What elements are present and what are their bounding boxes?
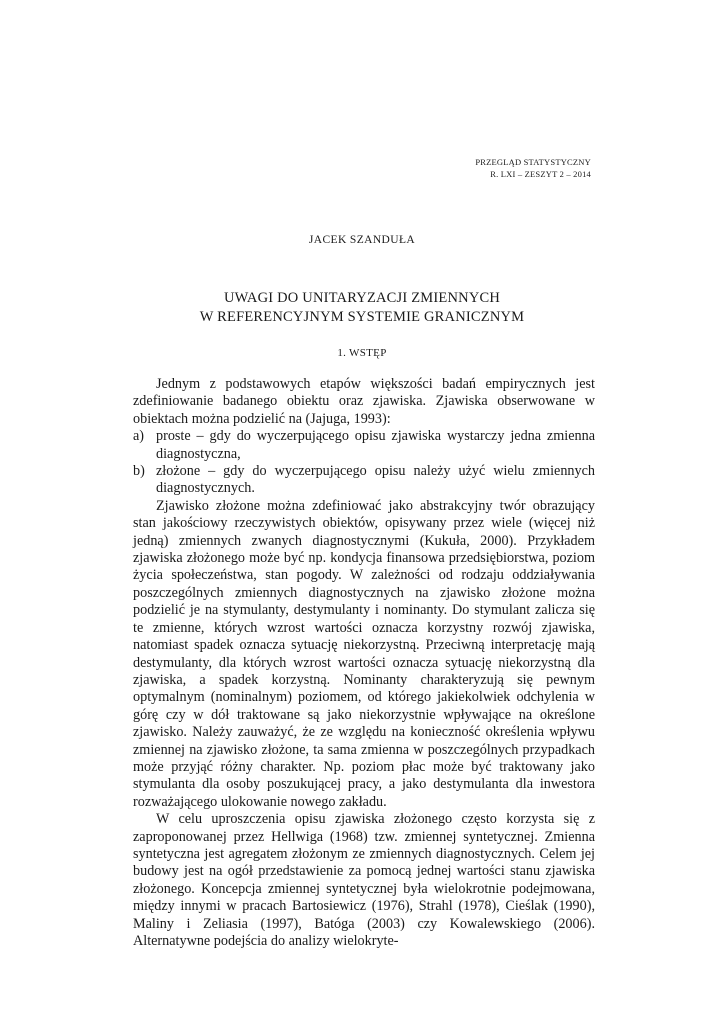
list-item: [133, 463, 595, 498]
list-marker: b): [133, 463, 145, 480]
journal-name: PRZEGLĄD STATYSTYCZNY: [475, 157, 591, 167]
list-item-text: proste – gdy do wyczerpującego opisu zjawiska wystarczy jedna zmienna diagnostyczna,: [156, 428, 595, 462]
list-item: [133, 428, 595, 463]
classification-list: [133, 428, 595, 498]
journal-header: [475, 156, 591, 180]
article-title: [0, 289, 724, 327]
paragraph: W celu uproszczenia opisu zjawiska złożonego często korzysta się z zaproponowanej przez Hellwiga (1968) tzw. zmiennej syntetycznej. Zmienna syntetyczna jest agregatem złożonym ze zmiennych diagnostycznych. Celem jej budowy jest na ogół przedstawienie za pomocą jednej wartości stanu zjawiska złożonego. Koncepcja zmiennej syntetycznej była wielokrotnie podejmowana, między innymi w pracach Bartosiewicz (1976), Strahl (1978), Cieślak (1990), Maliny i Zeliasia (1997), Batóga (2003) czy Kowalewskiego (2006). Alternatywne podejścia do analizy wielokryte-: [133, 811, 595, 949]
journal-issue: R. LXI – ZESZYT 2 – 2014: [490, 169, 591, 179]
paragraph: Zjawisko złożone można zdefiniować jako abstrakcyjny twór obrazujący stan jakościowy rzeczywistych obiektów, opisywany przez wiele (więcej niż jedną) zmiennych zwanych diagnostycznymi (Kukuła, 2000). Przykładem zjawiska złożonego może być np. kondycja finansowa przedsiębiorstwa, poziom życia społeczeństwa, stan pogody. W zależności od rodzaju oddziaływania poszczególnych zmiennych diagnostycznych na zjawisko złożone można podzielić je na stymulanty, destymulanty i nominanty. Do stymulant zalicza się te zmienne, których wzrost wartości oznacza korzystny rozwój zjawiska, natomiast spadek oznacza sytuację niekorzystną. Przeciwną interpretację mają destymulanty, dla których wzrost wartości oznacza sytuację niekorzystną dla zjawiska, a spadek korzystną. Nominanty charakteryzują się pewnym optymalnym (nominalnym) poziomem, od którego jakiekolwiek odchylenia w górę czy w dół traktowane są jako niekorzystnie wpływające na określone zjawisko. Należy zauważyć, że ze względu na konieczność określenia wpływu zmiennej na zjawisko złożone, ta sama zmienna w poszczególnych przypadkach może przyjąć różny charakter. Np. poziom płac może być traktowany jako stymulanta dla osoby poszukującej pracy, a jako destymulanta dla inwestora rozważającego ulokowanie nowego zakładu.: [133, 497, 595, 810]
title-line-1: UWAGI DO UNITARYZACJI ZMIENNYCH: [223, 290, 501, 306]
title-line-2: W REFERENCYJNYM SYSTEMIE GRANICZNYM: [199, 309, 525, 325]
section-heading: 1. WSTĘP: [337, 347, 387, 359]
author-name: JACEK SZANDUŁA: [308, 234, 416, 246]
paragraph: Jednym z podstawowych etapów większości badań empirycznych jest zdefiniowanie badanego obiektu oraz zjawiska. Zjawiska obserwowane w obiektach można podzielić na (Jajuga, 1993):: [133, 376, 595, 427]
article-body: [133, 376, 595, 950]
list-item-text: złożone – gdy do wyczerpującego opisu należy użyć wielu zmiennych diagnostycznych.: [156, 463, 595, 497]
list-marker: a): [133, 428, 145, 445]
